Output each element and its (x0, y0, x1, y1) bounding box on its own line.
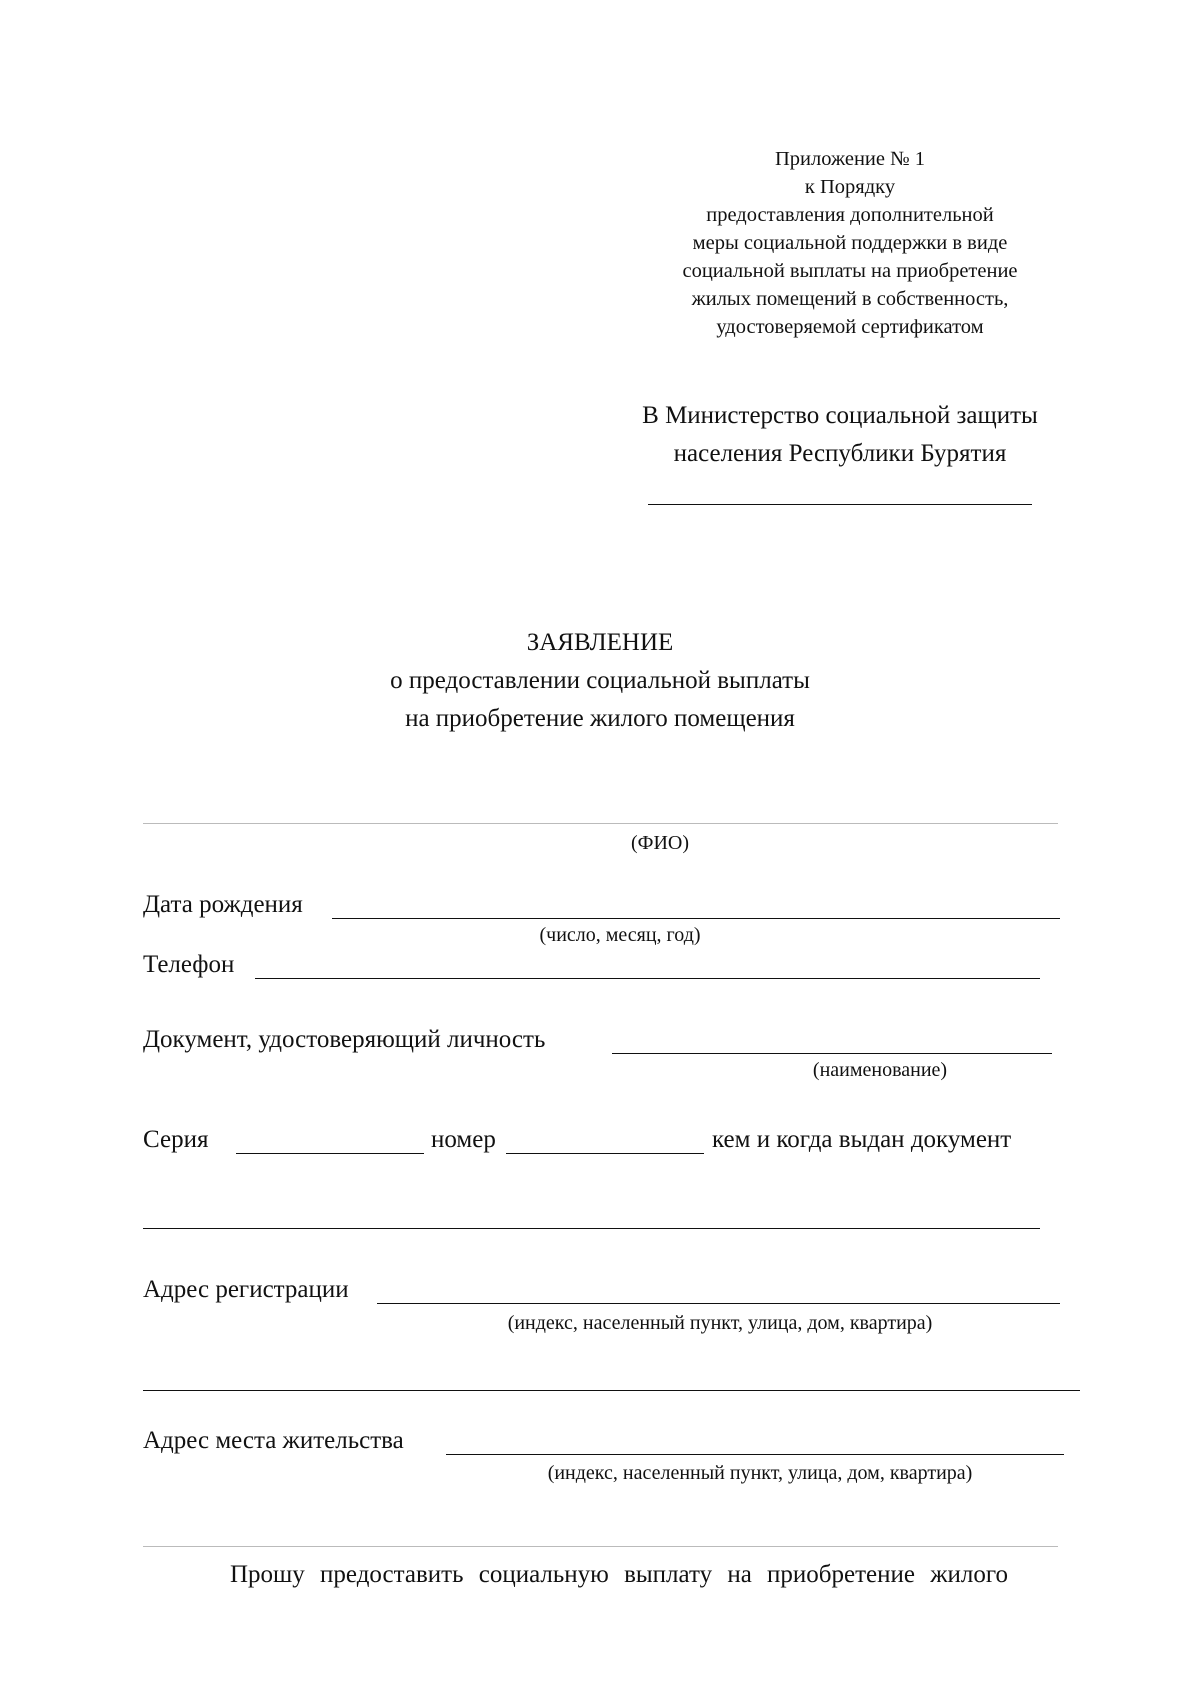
appendix-line: к Порядку (804, 176, 896, 198)
issued-by-label: кем и когда выдан документ (712, 1126, 1012, 1153)
residence-address-line[interactable] (446, 1454, 1064, 1455)
number-label: номер (431, 1126, 496, 1153)
identity-doc-label: Документ, удостоверяющий личность (143, 1026, 546, 1053)
appendix-line: предоставления дополнительной (706, 204, 994, 226)
registration-address-label: Адрес регистрации (143, 1276, 349, 1303)
request-paragraph: Прошу предоставить социальную выплату на приобретение жилого (230, 1561, 1009, 1588)
title-main: ЗАЯВЛЕНИЕ (526, 629, 674, 656)
addressee-line-2: населения Республики Бурятия (673, 440, 1007, 467)
appendix-line: социальной выплаты на приобретение (682, 260, 1018, 282)
appendix-line: жилых помещений в собственность, (691, 288, 1009, 310)
registration-address-line[interactable] (377, 1303, 1060, 1304)
registration-address-line-2[interactable] (143, 1390, 1080, 1391)
issued-by-line[interactable] (143, 1228, 1040, 1229)
identity-doc-line[interactable] (612, 1053, 1052, 1054)
identity-doc-hint: (наименование) (812, 1059, 948, 1081)
number-line[interactable] (506, 1153, 704, 1154)
residence-address-hint: (индекс, населенный пункт, улица, дом, квартира) (547, 1462, 973, 1484)
phone-line[interactable] (255, 978, 1040, 979)
addressee (580, 397, 1100, 473)
appendix-line: удостоверяемой сертификатом (716, 316, 984, 338)
birth-date-line[interactable] (332, 918, 1060, 919)
appendix-header (600, 145, 1100, 341)
title-sub-1: о предоставлении социальной выплаты (390, 667, 810, 694)
addressee-line-1: В Министерство социальной защиты (642, 402, 1038, 429)
series-label: Серия (143, 1126, 209, 1153)
birth-date-label: Дата рождения (143, 891, 303, 918)
residence-address-label: Адрес места жительства (143, 1427, 404, 1454)
phone-label: Телефон (143, 951, 235, 978)
appendix-line: меры социальной поддержки в виде (692, 232, 1008, 254)
registration-address-hint: (индекс, населенный пункт, улица, дом, квартира) (507, 1312, 933, 1334)
appendix-line: Приложение № 1 (774, 148, 926, 170)
addressee-blank-line[interactable] (648, 504, 1032, 505)
residence-address-line-2[interactable] (143, 1546, 1058, 1547)
series-line[interactable] (236, 1153, 424, 1154)
fio-line[interactable] (143, 823, 1058, 824)
fio-hint: (ФИО) (630, 832, 689, 854)
title-sub-2: на приобретение жилого помещения (405, 705, 795, 732)
birth-date-hint: (число, месяц, год) (539, 924, 701, 946)
document-title (0, 624, 1200, 738)
